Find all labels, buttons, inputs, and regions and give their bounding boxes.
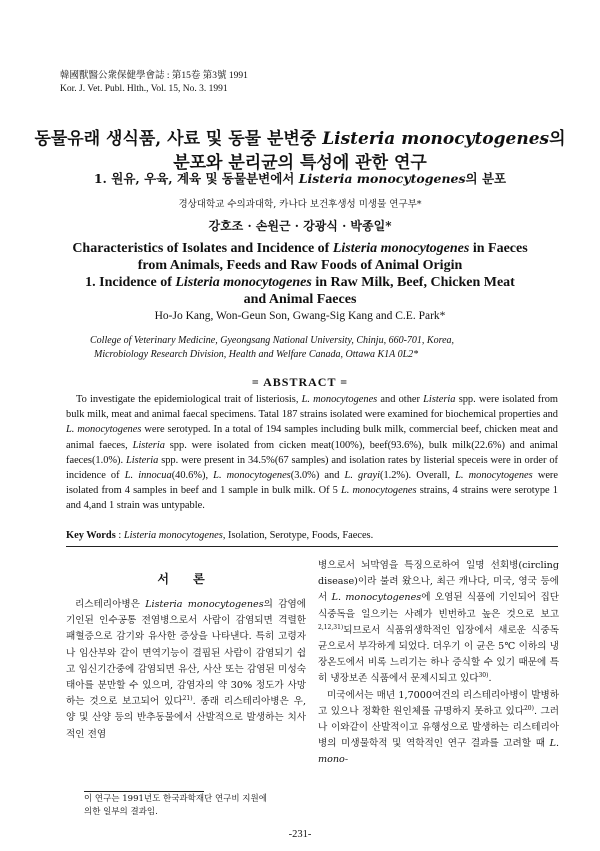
abstract-species: Listeria [423,394,456,405]
english-title-line1 [50,240,550,257]
footnote [84,793,314,819]
body-text: . [488,673,492,685]
citation: 30) [478,672,489,680]
body-text: . 그러나 이와같이 산발적이고 유행성으로 발생하는 리스테리아병의 미생물학적 및 역학적인 연구 결과를 고려할 때 [318,705,559,750]
english-title-line3 [50,274,550,291]
keywords-list: , Isolation, Serotype, Foods, Faeces. [222,530,374,541]
footnote-line1: 이 연구는 1991년도 한국과학재단 연구비 지원에 [84,794,267,804]
page-number: -231- [288,829,312,840]
body-column-left [66,597,306,743]
abstract-text: spp. were present in 34.5%(67 samples) and isolation rates by listerial speceis were in order of incidence of [66,454,558,482]
title-text: in Faeces [469,241,528,256]
abstract-species: L. monocytogenes [66,424,142,436]
intro-paragraph-cont [318,558,559,688]
citation: 21) [182,695,193,703]
title-species: Listeria monocytogenes [175,275,312,290]
abstract-species: Listeria [132,439,165,451]
body-species: Listeria monocytogenes [145,599,264,610]
journal-header [60,70,248,96]
keywords-line [66,530,558,541]
abstract-species: L. monocytogenes [455,470,533,482]
abstract-text: (1.2%). Overall, [379,470,456,482]
english-title [50,240,550,308]
journal-line-korean: 韓國獸醫公衆保健學會誌 : 第15卷 第3號 1991 [60,71,248,81]
body-column-right [318,558,559,769]
korean-subtitle-species: Listeria monocytogenes [298,171,466,186]
abstract-species: L. monocytogenes [301,394,378,405]
body-text: 의 감염에 기인된 인수공통 전염병으로서 사람이 감염되면 격렬한 패혈증으로 감기와 유사한 증상을 나타낸다. 특히 고령자나 임산부와 같이 면역기능이 결핍된 사람이 감염되기 쉽고 임신기간중에 감염되면 유산, 사산 또는 감염된 미성숙 태아를 분만할 수 있으며, 감염자의 약 30% 정도가 사망하는 것으로 보고되어 있다 [66,599,306,708]
abstract-text: were serotyped. In a total of 194 samples including bulk milk, commercial beef, chicken meat and animal faeces, [66,424,558,451]
affiliation-line1: College of Veterinary Medicine, Gyeongsang National University, Chinju, 660-701, Korea, [90,335,455,346]
korean-authors: 강호조 · 손원근 · 강광식 · 박종일* [208,219,392,233]
korean-subtitle-suffix: 의 분포 [465,171,507,186]
abstract-body [66,392,558,514]
english-title-line2: from Animals, Feeds and Raw Foods of Animal Origin [137,258,463,273]
abstract-heading: = ABSTRACT = [251,375,349,389]
abstract-text: (40.6%), [171,470,214,482]
korean-affiliation: 경상대학교 수의과대학, 카나다 보건후생성 미생물 연구부* [178,199,422,210]
section-heading-introduction: 서 론 [157,572,215,586]
korean-subtitle [0,169,600,187]
abstract-text: were isolated from 4 samples in beef and 1 sample in bulk milk. Of 5 [66,470,559,497]
korean-subtitle-text: 1. 원유, 우육, 계육 및 동물분변에서 [93,171,299,186]
abstract-species: L. monocytogenes [213,470,291,482]
body-text: . 종래 리스테리아병은 우, 양 및 산양 등의 반추동물에서 산발적으로 발생하는 치사적인 전염 [66,696,306,740]
citation: 20) [523,704,534,712]
abstract-paragraph [66,392,558,514]
abstract-species: L. monocytogenes [341,485,417,497]
keyword-species: Listeria monocytogenes [123,530,223,541]
body-text: 미국에서는 매년 1,7000여건의 리스테리아병이 발병하고 있으나 정확한 원인체를 규명하지 못하고 있다 [318,689,559,717]
keywords-label: Key Words [66,530,116,541]
title-species: Listeria monocytogenes [332,241,470,256]
keywords-divider [66,546,558,547]
abstract-text: spp. were isolated from cicken meat(100%), beef(93.6%), bulk milk(22.6%) and animal faeces(1.0%). [66,439,558,466]
abstract-species: Listeria [125,454,159,466]
citation: 2,12,31) [318,623,344,631]
abstract-species: L. grayi [344,470,380,482]
korean-title-line2: 분포와 분리균의 특성에 관한 연구 [173,153,427,173]
korean-title-text: 동물유래 생식품, 사료 및 동물 분변중 [34,129,323,149]
abstract-text: (3.0%) and [290,470,345,482]
footnote-divider [84,791,204,792]
korean-title-species: Listeria monocytogenes [322,129,550,149]
abstract-text: spp. were isolated from bulk milk, meat and animal faecal specimens. Tatal 187 strains isolated were examined for biochemical properties and [66,394,558,421]
affiliation-line2: Microbiology Research Division, Health and Welfare Canada, Ottawa K1A 0L2* [94,349,419,360]
body-text: 되므로서 식품위생학적인 입장에서 새로운 식중독균으로서 부각하게 되었다. 더우기 이 균은 5℃ 이하의 냉장온도에서 비록 느리기는 하나 증식할 수 있기 때문에 특히 냉장보존 식품에서 문제시되고 있다 [318,624,559,685]
body-text: 병으로서 뇌막염을 특징으로하여 일명 선회병(circling disease)이라 불려 왔으나, 최근 캐나다, 미국, 영국 등에서 [318,560,559,604]
footnote-line2: 의한 일부의 결과임. [84,807,158,817]
body-species: L. mono- [318,738,559,766]
korean-title-suffix: 의 [549,129,566,149]
abstract-text: To investigate the epidemiological trait of listeriosis, [76,394,302,405]
body-species: L. monocytogenes [331,592,422,604]
english-authors: Ho-Jo Kang, Won-Geun Son, Gwang-Sig Kang and C.E. Park* [154,310,446,322]
journal-line-english: Kor. J. Vet. Publ. Hlth., Vol. 15, No. 3. 1991 [60,84,228,94]
intro-paragraph-2 [318,688,559,769]
abstract-text: and other [377,394,424,405]
abstract-text: strains, 4 strains were serotype 1 and 4,and 1 strain was untypable. [66,485,558,512]
english-affiliation [90,334,530,362]
intro-paragraph-1 [66,597,306,743]
abstract-species: L. innocua [124,470,172,482]
korean-title-line1 [0,124,600,149]
keywords-separator: : [115,530,124,541]
body-text: 에 오염된 식품에 기인되어 집단 식중독을 일으키는 사례가 빈번하고 높은 것으로 보고 [318,592,559,620]
title-text: 1. Incidence of [85,275,176,290]
title-text: in Raw Milk, Beef, Chicken Meat [311,275,515,290]
title-text: Characteristics of Isolates and Incidence of [72,241,333,256]
english-title-line4: and Animal Faeces [243,292,357,307]
body-text: 리스테리아병은 [75,599,146,610]
